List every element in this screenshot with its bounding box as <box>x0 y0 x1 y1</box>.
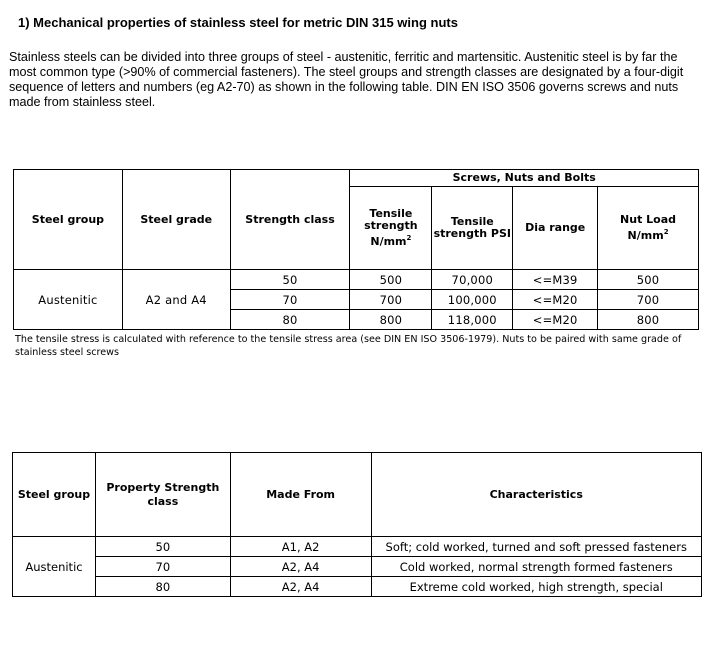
header-dia-range: Dia range <box>513 187 598 270</box>
header-characteristics: Characteristics <box>371 453 702 537</box>
table-row <box>13 577 702 597</box>
tensile-nmm-cell: 800 <box>350 310 432 330</box>
characteristics-table <box>12 452 702 597</box>
header-steel-group: Steel group <box>13 453 96 537</box>
strength-class-cell: 50 <box>230 270 350 290</box>
made-from-cell: A2, A4 <box>230 577 371 597</box>
dia-range-cell: <=M20 <box>513 310 598 330</box>
tensile-psi-cell: 100,000 <box>432 290 513 310</box>
dia-range-cell: <=M39 <box>513 270 598 290</box>
characteristics-cell: Cold worked, normal strength formed fasteners <box>371 557 702 577</box>
header-tensile-strength-nmm: Tensile strength $N/mm^2$ <box>350 187 432 270</box>
steel-group-cell: Austenitic <box>14 270 123 330</box>
header-steel-grade: Steel grade <box>122 170 230 270</box>
characteristics-cell: Soft; cold worked, turned and soft pressed fasteners <box>371 537 702 557</box>
characteristics-cell: Extreme cold worked, high strength, special <box>371 577 702 597</box>
header-steel-group: Steel group <box>14 170 123 270</box>
superscript: 2 <box>663 228 669 236</box>
dia-range-cell: <=M20 <box>513 290 598 310</box>
tensile-psi-cell: 70,000 <box>432 270 513 290</box>
tensile-psi-cell: 118,000 <box>432 310 513 330</box>
made-from-cell: A1, A2 <box>230 537 371 557</box>
nut-load-cell: 700 <box>598 290 699 310</box>
made-from-cell: A2, A4 <box>230 557 371 577</box>
class-cell: 80 <box>95 577 230 597</box>
strength-class-cell: 80 <box>230 310 350 330</box>
tensile-nmm-cell: 700 <box>350 290 432 310</box>
class-cell: 70 <box>95 557 230 577</box>
intro-paragraph: Stainless steels can be divided into three groups of steel - austenitic, ferritic and martensitic. Austenitic steel is by far the most common type (>90% of commercial fasteners). The steel groups and strength classes are designated by a four-digit sequence of letters and numbers (eg A2-70) as shown in the following table. DIN EN ISO 3506 governs screws and nuts made from stainless steel. <box>9 50 684 109</box>
section-heading: 1) Mechanical properties of stainless steel for metric DIN 315 wing nuts <box>18 15 458 30</box>
tensile-nmm-cell: 500 <box>350 270 432 290</box>
table-note: The tensile stress is calculated with reference to the tensile stress area (see DIN EN ISO 3506-1979). Nuts to be paired with same grade of stainless steel screws <box>15 334 682 358</box>
superscript: 2 <box>406 234 412 242</box>
header-nut-load: Nut Load $N/mm^2$ <box>598 187 699 270</box>
table-row <box>14 270 699 290</box>
header-screws-nuts-bolts: Screws, Nuts and Bolts <box>350 170 699 187</box>
strength-class-cell: 70 <box>230 290 350 310</box>
steel-group-cell: Austenitic <box>13 537 96 597</box>
header-strength-class: Strength class <box>230 170 350 270</box>
class-cell: 50 <box>95 537 230 557</box>
table-row <box>13 557 702 577</box>
header-property-class: Property Strength class <box>95 453 230 537</box>
header-made-from: Made From <box>230 453 371 537</box>
steel-grade-cell: A2 and A4 <box>122 270 230 330</box>
nut-load-cell: 500 <box>598 270 699 290</box>
properties-table <box>13 169 699 330</box>
header-tensile-strength-psi: Tensile strength PSI <box>432 187 513 270</box>
table-row <box>13 537 702 557</box>
nut-load-cell: 800 <box>598 310 699 330</box>
